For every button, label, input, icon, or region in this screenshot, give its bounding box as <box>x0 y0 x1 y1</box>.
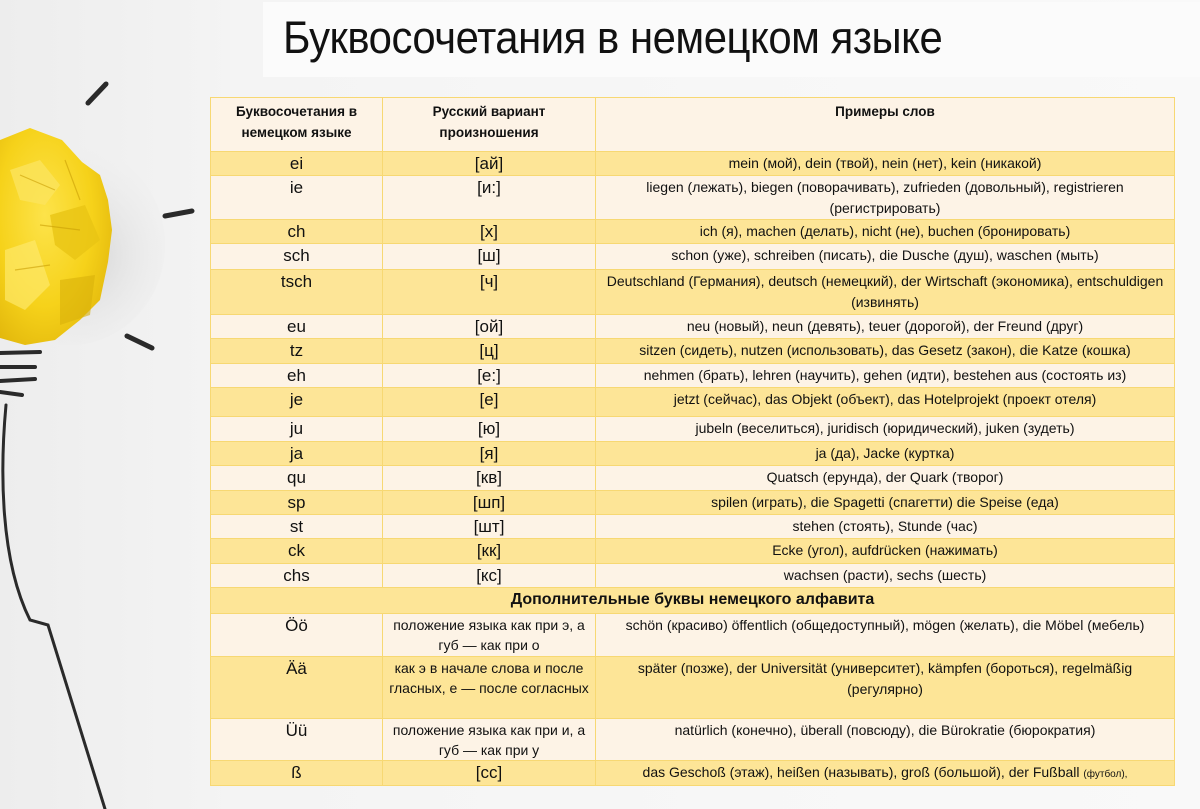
section-header-row <box>211 588 1175 614</box>
letter-combinations-table <box>210 97 1175 786</box>
combination-cell: ch <box>211 220 383 244</box>
table-row <box>211 417 1175 442</box>
pronunciation-cell: [кк] <box>383 539 596 564</box>
pronunciation-cell: [сс] <box>383 761 596 786</box>
table-row <box>211 491 1175 515</box>
examples-cell: Deutschland (Германия), deutsch (немецкий), der Wirtschaft (экономика), entschuldigen (извинять) <box>596 270 1175 315</box>
combination-cell: je <box>211 388 383 417</box>
examples-cell: wachsen (расти), sechs (шесть) <box>596 564 1175 588</box>
pronunciation-cell: положение языка как при э, а губ — как при о <box>383 614 596 657</box>
pronunciation-cell: положение языка как при и, а губ — как при у <box>383 719 596 761</box>
table-row <box>211 515 1175 539</box>
lightbulb-illustration <box>0 0 230 809</box>
table-row <box>211 152 1175 176</box>
combination-cell: ei <box>211 152 383 176</box>
header-combination: Буквосочетания в немецком языке <box>211 98 383 152</box>
examples-cell: stehen (стоять), Stunde (час) <box>596 515 1175 539</box>
examples-text: das Geschoß (этаж), heißen (называть), groß (большой), der Fußball <box>642 764 1080 780</box>
table-row <box>211 176 1175 220</box>
pronunciation-cell: [кс] <box>383 564 596 588</box>
pronunciation-cell: [ай] <box>383 152 596 176</box>
combination-cell: ja <box>211 442 383 466</box>
table-row <box>211 388 1175 417</box>
table-row <box>211 339 1175 364</box>
pronunciation-cell: [ш] <box>383 244 596 270</box>
combination-cell: chs <box>211 564 383 588</box>
section-title: Дополнительные буквы немецкого алфавита <box>211 588 1175 614</box>
table-row <box>211 719 1175 761</box>
pronunciation-cell: [ю] <box>383 417 596 442</box>
table-row <box>211 614 1175 657</box>
examples-cell: jetzt (сейчас), das Objekt (объект), das Hotelprojekt (проект отеля) <box>596 388 1175 417</box>
table-row <box>211 364 1175 388</box>
combination-cell: qu <box>211 466 383 491</box>
pronunciation-cell: [я] <box>383 442 596 466</box>
examples-cell: später (позже), der Universität (университет), kämpfen (бороться), regelmäßig (регулярно) <box>596 657 1175 719</box>
examples-cell: Ecke (угол), aufdrücken (нажимать) <box>596 539 1175 564</box>
table-row <box>211 220 1175 244</box>
table-row <box>211 657 1175 719</box>
pronunciation-cell: [е:] <box>383 364 596 388</box>
examples-cell: liegen (лежать), biegen (поворачивать), zufrieden (довольный), registrieren (регистрировать) <box>596 176 1175 220</box>
combination-cell: tz <box>211 339 383 364</box>
pronunciation-cell: [е] <box>383 388 596 417</box>
pronunciation-cell: [кв] <box>383 466 596 491</box>
pronunciation-cell: как э в начале слова и после гласных, е — после согласных <box>383 657 596 719</box>
pronunciation-cell: [ч] <box>383 270 596 315</box>
combination-cell: eh <box>211 364 383 388</box>
pronunciation-cell: [шт] <box>383 515 596 539</box>
header-examples: Примеры слов <box>596 98 1175 152</box>
examples-note: (футбол), <box>1083 769 1128 780</box>
combination-cell: ß <box>211 761 383 786</box>
examples-cell: natürlich (конечно), überall (повсюду), die Bürokratie (бюрократия) <box>596 719 1175 761</box>
combination-cell: Üü <box>211 719 383 761</box>
examples-cell: schön (красиво) öffentlich (общедоступный), mögen (желать), die Möbel (мебель) <box>596 614 1175 657</box>
examples-cell: nehmen (брать), lehren (научить), gehen (идти), bestehen aus (состоять из) <box>596 364 1175 388</box>
combination-cell: tsch <box>211 270 383 315</box>
pronunciation-cell: [ц] <box>383 339 596 364</box>
table-row <box>211 761 1175 786</box>
examples-cell: mein (мой), dein (твой), nein (нет), kein (никакой) <box>596 152 1175 176</box>
table-row <box>211 564 1175 588</box>
examples-cell: ja (да), Jacke (куртка) <box>596 442 1175 466</box>
page-title: Буквосочетания в немецком языке <box>283 12 943 63</box>
pronunciation-cell: [х] <box>383 220 596 244</box>
pronunciation-cell: [ой] <box>383 315 596 339</box>
examples-cell: sitzen (сидеть), nutzen (использовать), das Gesetz (закон), die Katze (кошка) <box>596 339 1175 364</box>
examples-cell: schon (уже), schreiben (писать), die Dusche (душ), waschen (мыть) <box>596 244 1175 270</box>
table-row <box>211 466 1175 491</box>
combination-cell: ck <box>211 539 383 564</box>
combination-cell: st <box>211 515 383 539</box>
combination-cell: Ää <box>211 657 383 719</box>
pronunciation-cell: [шп] <box>383 491 596 515</box>
combination-cell: Öö <box>211 614 383 657</box>
combination-cell: sp <box>211 491 383 515</box>
combination-cell: eu <box>211 315 383 339</box>
table-row <box>211 315 1175 339</box>
table-row <box>211 270 1175 315</box>
table-row <box>211 539 1175 564</box>
combination-cell: sch <box>211 244 383 270</box>
combination-cell: ie <box>211 176 383 220</box>
examples-cell: neu (новый), neun (девять), teuer (дорогой), der Freund (друг) <box>596 315 1175 339</box>
examples-cell: Quatsch (ерунда), der Quark (творог) <box>596 466 1175 491</box>
table-row <box>211 442 1175 466</box>
combination-cell: ju <box>211 417 383 442</box>
examples-cell <box>596 761 1175 786</box>
examples-cell: ich (я), machen (делать), nicht (не), buchen (бронировать) <box>596 220 1175 244</box>
examples-cell: spilen (играть), die Spagetti (спагетти) die Speise (еда) <box>596 491 1175 515</box>
header-pronunciation: Русский вариант произношения <box>383 98 596 152</box>
pronunciation-cell: [и:] <box>383 176 596 220</box>
examples-cell: jubeln (веселиться), juridisch (юридический), juken (зудеть) <box>596 417 1175 442</box>
table-row <box>211 244 1175 270</box>
table-header-row <box>211 98 1175 152</box>
